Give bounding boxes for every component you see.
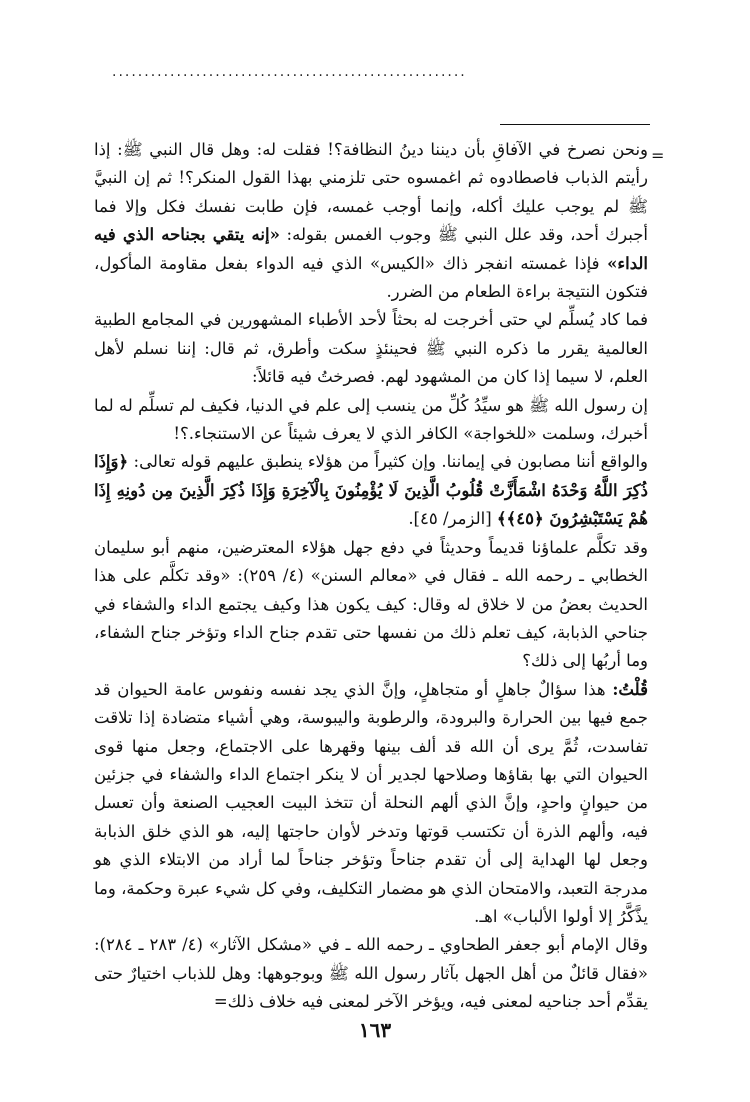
paragraph: وقال الإمام أبو جعفر الطحاوي ـ رحمه الله ـ في «مشكل الآثار» (٤/ ٢٨٣ ـ ٢٨٤): «فقال قائلٌ من أهل الجهل بآثار رسول الله ﷺ وبوجوهها: وهل للذباب اختيارٌ حتى يقدِّم أحد جناحيه لمعنى فيه، ويؤخر الآخر لمعنى فيه خلاف ذلك=: [94, 935, 648, 1012]
paragraph: قُلْتُ: هذا سؤالٌ جاهلٍ أو متجاهلٍ، وإنَّ الذي يجد نفسه ونفوس عامة الحيوان قد جمع فيها بين الحرارة والبرودة، والرطوبة واليبوسة، وهي أشياء متضادة إذا تلاقت تفاسدت، ثُمَّ يرى أن الله قد ألف بينها وقهرها على الاجتماع، وجعل منها قوى الحيوان التي بها بقاؤها وصلاحها لجدير أن لا ينكر اجتماع الداء والشفاء في جزئين من حيوانٍ واحدٍ، وإنَّ الذي ألهم النحلة أن تتخذ البيت العجيب الصنعة وأن تعسل فيه، وألهم الذرة أن تكتسب قوتها وتدخر لأوان حاجتها إليه، هو الذي خلق الذبابة وجعل لها الهداية إلى أن تقدم جناحاً وتؤخر جناحاً لما أراد من الابتلاء الذي هو مدرجة التعبد، والامتحان الذي هو مضمار التكليف، وفي كل شيء عبرة وحكمة، وما يذَّكَّرُ إلا أولوا الألباب» اهـ.: [94, 679, 648, 926]
hadith-quote: «إنه يتقي بجناحه الذي فيه الداء»: [94, 225, 648, 273]
footnote-separator-line: [500, 124, 650, 125]
qultu-label: قُلْتُ:: [612, 679, 648, 699]
header-dotted-rule: .......................................................: [112, 64, 467, 80]
page-number: ١٦٣: [358, 1018, 392, 1042]
paragraph: وقد تكلَّم علماؤنا قديماً وحديثاً في دفع جهل هؤلاء المعترضين، منهم أبو سليمان الخطابي ـ رحمه الله ـ فقال في «معالم السنن» (٤/ ٢٥٩): «وقد تكلَّم على هذا الحديث بعضُ من لا خلاق له وقال: كيف يكون هذا وكيف يجتمع الداء والشفاء في جناحي الذبابة، كيف تعلم ذلك من نفسها حتى تقدم جناح الداء وتؤخر جناح الشفاء، وما أربُها إلى ذلك؟: [94, 537, 648, 671]
paragraph: إن رسول الله ﷺ هو سيِّدُ كُلِّ من ينسب إلى علم في الدنيا، فكيف لم تسلِّم له لما أخبرك، وسلمت «للخواجة» الكافر الذي لا يعرف شيئاً عن الاستنجاء.؟!: [94, 395, 648, 444]
paragraph: والواقع أننا مصابون في إيماننا. وإن كثيراً من هؤلاء ينطبق عليهم قوله تعالى: ﴿وَإِذَا ذُكِرَ اللَّهُ وَحْدَهُ اشْمَأَزَّتْ قُلُوبُ الَّذِينَ لَا يُؤْمِنُونَ بِالْآخِرَةِ وَإِذَا ذُكِرَ الَّذِينَ مِن دُونِهِ إِذَا هُمْ يَسْتَبْشِرُونَ ﴿٤٥﴾﴾ [الزمر/ ٤٥].: [94, 452, 648, 529]
quran-verse: ﴿وَإِذَا ذُكِرَ اللَّهُ وَحْدَهُ اشْمَأَزَّتْ قُلُوبُ الَّذِينَ لَا يُؤْمِنُونَ بِالْآخِرَةِ وَإِذَا ذُكِرَ الَّذِينَ مِن دُونِهِ إِذَا هُمْ يَسْتَبْشِرُونَ ﴿٤٥﴾﴾: [94, 452, 648, 529]
paragraph: ونحن نصرخ في الآفاقِ بأن ديننا دينُ النظافة؟! فقلت له: وهل قال النبي ﷺ: إذا رأيتم الذباب فاصطادوه ثم اغمسوه حتى تلزمني بهذا القول المنكر؟! ثم إن النبيَّ ﷺ لم يوجب عليك أكله، وإنما أوجب غمسه، فإن طابت نفسك فكل وإلا فما أجبرك أحد، وقد علل النبي ﷺ وجوب الغمس بقوله: «إنه يتقي بجناحه الذي فيه الداء» فإذا غمسته انفجر ذاك «الكيس» الذي فيه الدواء بفعل مقاومة المأكول، فتكون النتيجة براءة الطعام من الضرر.: [94, 140, 648, 302]
footnote-text: [94, 136, 648, 1017]
continuation-mark: =: [651, 146, 665, 165]
paragraph: فما كاد يُسلِّم لي حتى أخرجت له بحثاً لأحد الأطباء المشهورين في المجامع الطبية العالمية يقرر ما ذكره النبي ﷺ فحينئذٍ سكت وأطرق، ثم قال: إننا نسلم لأهل العلم، لا سيما إذا كان من المشهود لهم. فصرختُ فيه قائلاً:: [94, 310, 648, 387]
